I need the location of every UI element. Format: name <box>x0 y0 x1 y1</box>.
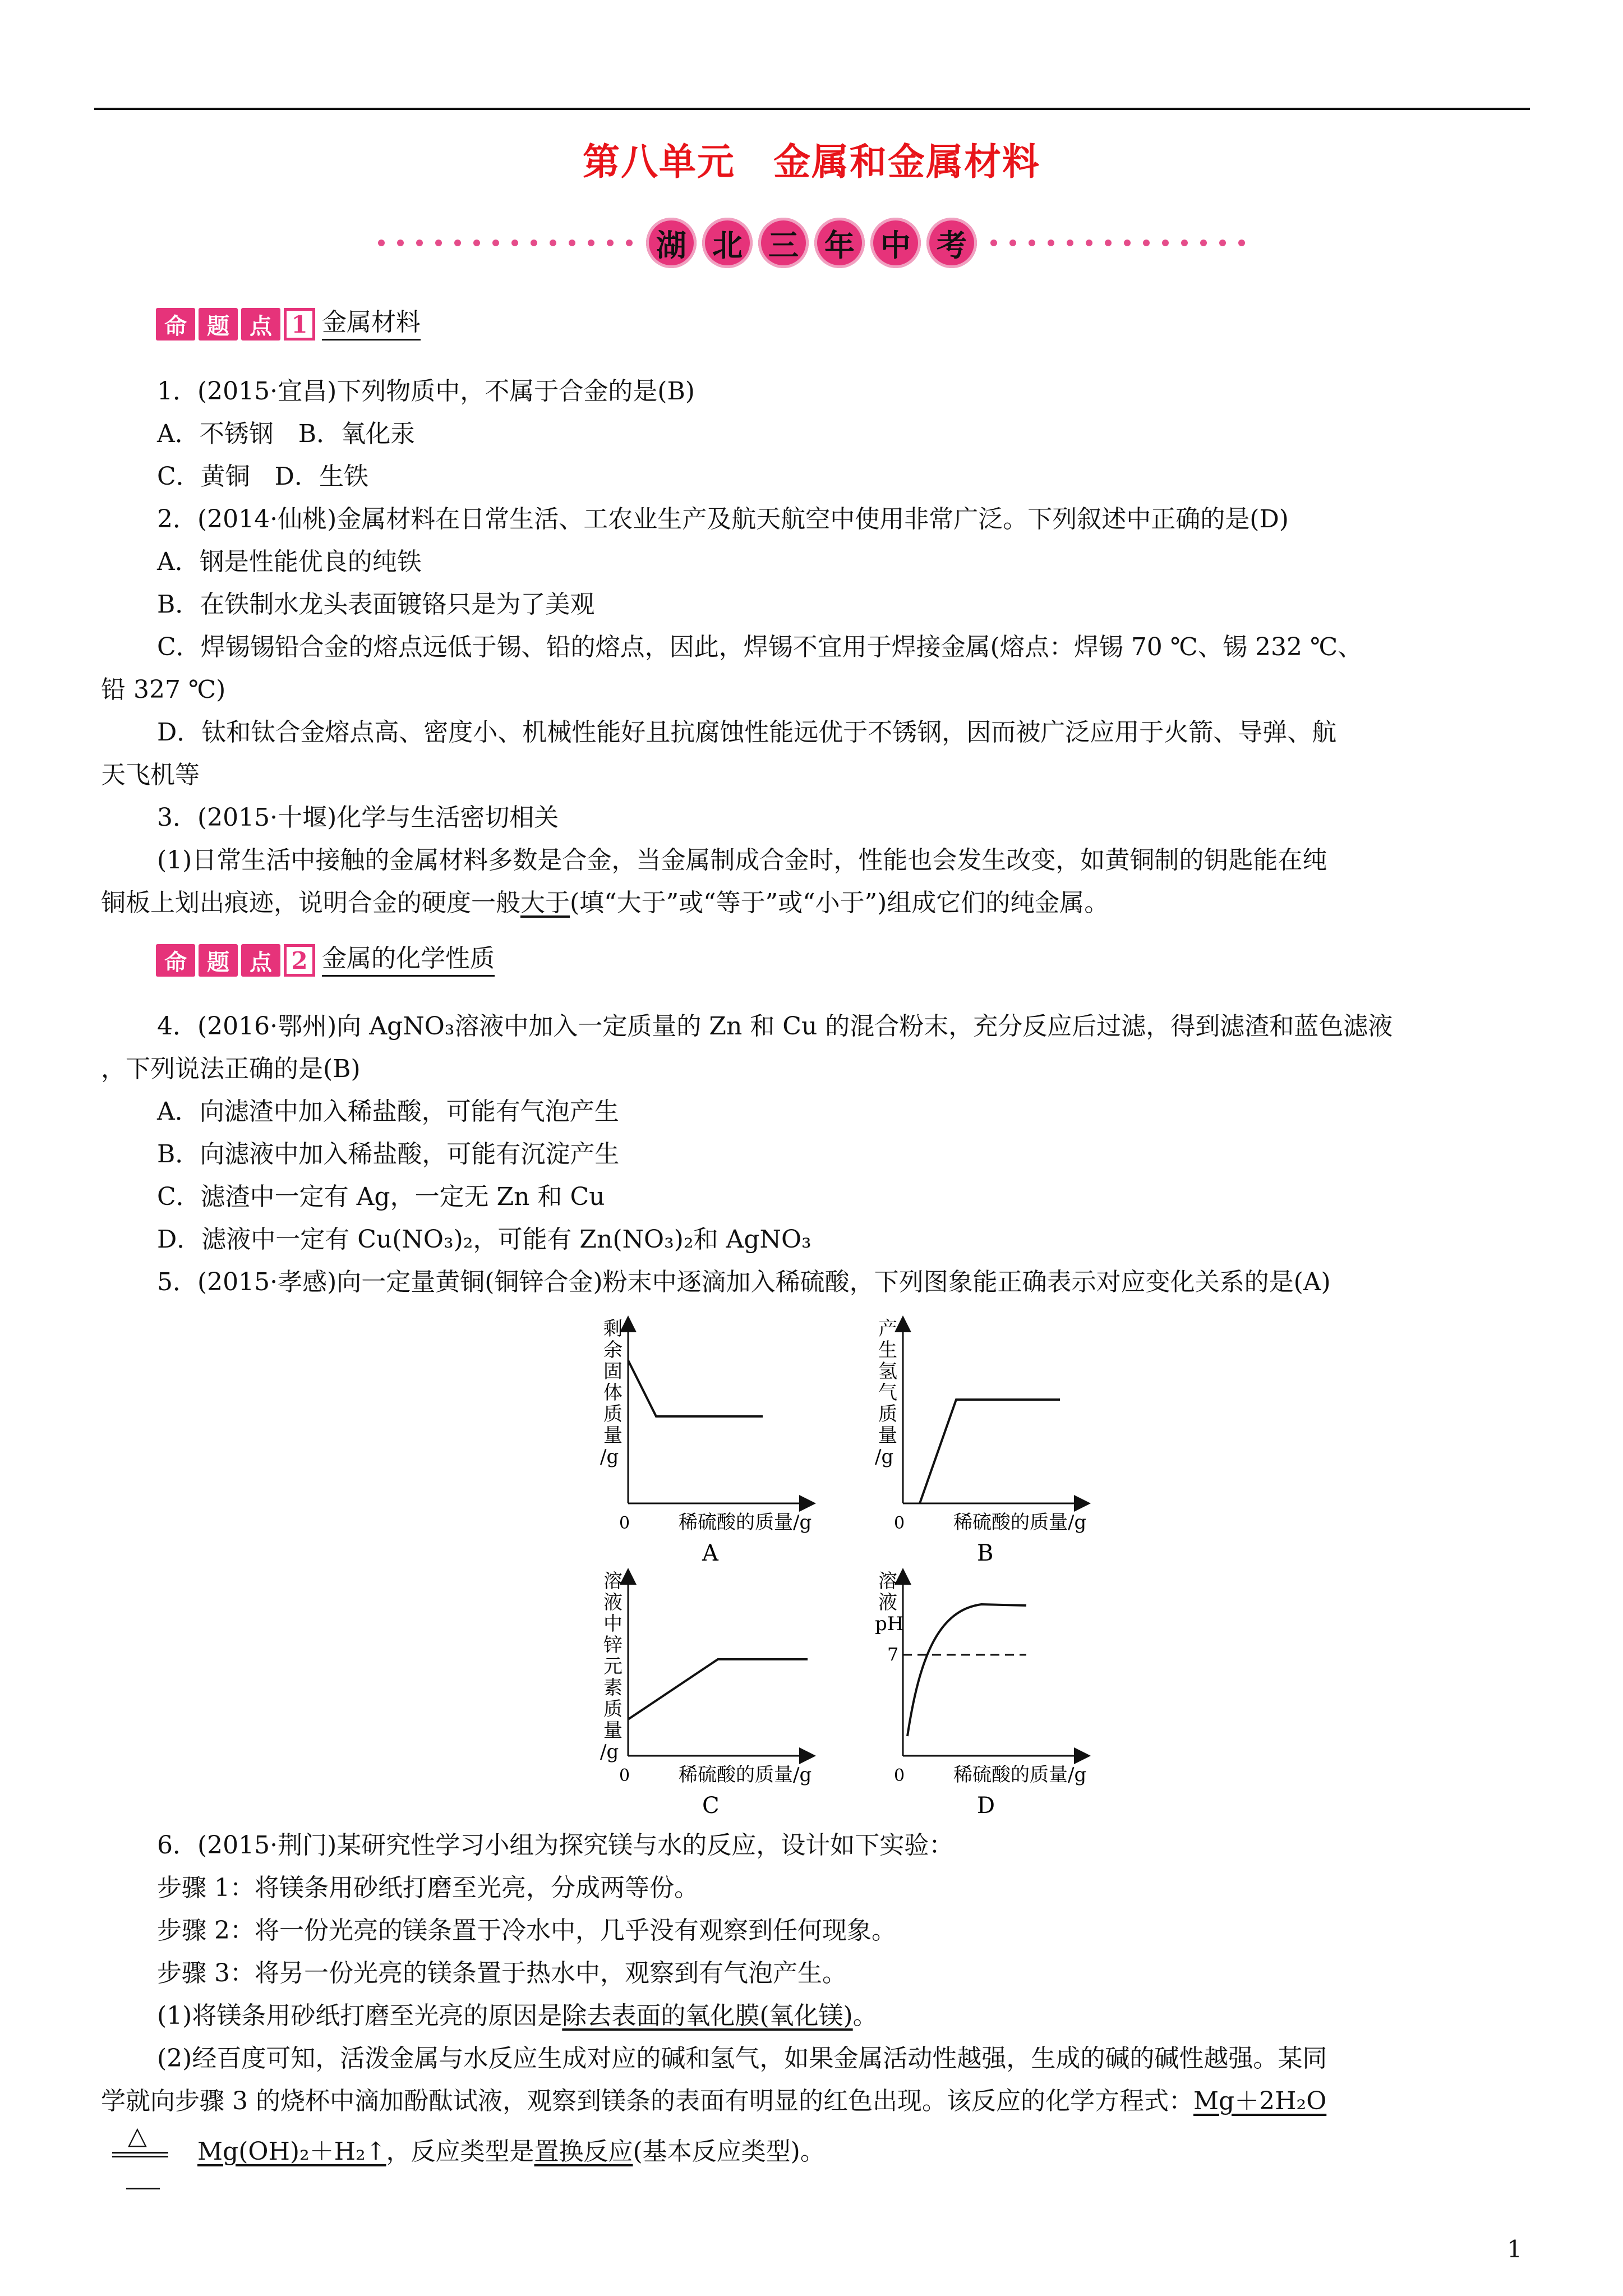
graph-a-origin: 0 <box>619 1513 630 1533</box>
q4-option-c: C．滤渣中一定有 Ag，一定无 Zn 和 Cu <box>157 1182 605 1211</box>
graph-b <box>875 1318 1086 1566</box>
q6-part2-line1: (2)经百度可知，活泼金属与水反应生成对应的碱和氢气，如果金属活动性越强，生成的碱的碱性越强。某同 <box>157 2044 1327 2073</box>
graph-d-curve <box>907 1604 1026 1736</box>
ylabel-char: 锌 <box>603 1634 623 1657</box>
ylabel-char: 氢 <box>878 1360 897 1383</box>
q3-part1-line2: 铜板上划出痕迹，说明合金的硬度一般大于(填“大于”或“等于”或“小于”)组成它们的纯金属。 <box>101 889 1109 917</box>
ylabel-char: 液 <box>878 1591 897 1614</box>
graph-a-xlabel: 稀硫酸的质量/g <box>679 1511 812 1534</box>
ylabel-char: 质 <box>878 1403 897 1425</box>
q6-step-1: 步骤 1：将镁条用砂纸打磨至光亮，分成两等份。 <box>157 1874 699 1902</box>
banner-title <box>646 218 977 268</box>
graphs-figure <box>572 1313 1133 1818</box>
graph-d-origin: 0 <box>894 1766 905 1786</box>
answer: 除去表面的氧化膜(氧化镁) <box>562 2001 853 2030</box>
question-2: 2．(2014·仙桃)金属材料在日常生活、工农业生产及航天航空中使用非常广泛。下列叙述中正确的是(D) <box>157 505 1289 533</box>
graph-d-ylabel <box>875 1570 903 1635</box>
q4-option-a: A．向滤渣中加入稀盐酸，可能有气泡产生 <box>157 1097 619 1126</box>
q6-step-2: 步骤 2：将一份光亮的镁条置于冷水中，几乎没有观察到任何现象。 <box>157 1916 896 1945</box>
graph-a-line <box>628 1360 763 1416</box>
ylabel-char: 量 <box>878 1424 897 1447</box>
ylabel-char: /g <box>875 1446 894 1468</box>
page-number: 1 <box>1507 2235 1522 2263</box>
section-topic: 金属的化学性质 <box>322 938 495 977</box>
ylabel-char: 质 <box>603 1698 623 1720</box>
page-title: 第八单元 金属和金属材料 <box>583 140 1040 183</box>
graph-c <box>600 1570 811 1818</box>
q2-option-c-line1: C．焊锡锡铅合金的熔点远低于锡、铅的熔点，因此，焊锡不宜用于焊接金属(熔点：焊锡 70 ℃、锡 232 ℃、 <box>157 633 1363 661</box>
graph-a <box>600 1318 811 1566</box>
banner-char: 北 <box>702 218 753 268</box>
graph-a-ylabel <box>600 1318 623 1468</box>
ylabel-char: 质 <box>603 1403 623 1425</box>
question-4-line2: ，下列说法正确的是(B) <box>101 1055 361 1083</box>
ylabel-char: 溶 <box>603 1570 623 1593</box>
top-rule <box>94 108 1530 110</box>
question-5: 5．(2015·孝感)向一定量黄铜(铜锌合金)粉末中逐滴加入稀硫酸，下列图象能正确表示对应变化关系的是(A) <box>157 1268 1331 1296</box>
graph-a-letter: A <box>702 1540 718 1566</box>
q2-option-a: A．钢是性能优良的纯铁 <box>157 547 422 576</box>
answer: 置换反应 <box>534 2137 633 2166</box>
section-tag-2: 命 题 点 2 金属的化学性质 <box>156 938 495 977</box>
q2-option-d-line1: D．钛和钛合金熔点高、密度小、机械性能好且抗腐蚀性能远优于不锈钢，因而被广泛应用于火箭、导弹、航 <box>157 718 1337 747</box>
section-tag-1: 命 题 点 1 金属材料 <box>156 302 421 341</box>
ylabel-char: 中 <box>603 1613 623 1635</box>
graph-c-ylabel <box>600 1570 623 1763</box>
ylabel-char: 元 <box>603 1655 623 1678</box>
graph-c-xlabel: 稀硫酸的质量/g <box>679 1764 812 1786</box>
ylabel-char: 量 <box>603 1424 623 1447</box>
q6-part2-line2: 学就向步骤 3 的烧杯中滴加酚酞试液，观察到镁条的表面有明显的红色出现。该反应的化学方程式：Mg＋2H₂O <box>101 2087 1327 2115</box>
banner-dots-right <box>990 240 1245 246</box>
banner-char: 湖 <box>646 218 697 268</box>
q6-step-3: 步骤 3：将另一份光亮的镁条置于热水中，观察到有气泡产生。 <box>157 1959 847 1987</box>
ylabel-char: /g <box>600 1446 619 1468</box>
ylabel-char: pH <box>875 1613 904 1635</box>
graph-d-xlabel: 稀硫酸的质量/g <box>953 1764 1087 1786</box>
answer: 大于 <box>520 889 570 917</box>
ylabel-char: 剩 <box>603 1318 623 1340</box>
q6-part2-line3: Mg(OH)₂＋H₂↑，反应类型是置换反应(基本反应类型)。 <box>197 2137 825 2166</box>
ylabel-char: 产 <box>878 1318 897 1340</box>
graph-c-line <box>628 1659 808 1719</box>
ylabel-char: 生 <box>878 1339 897 1361</box>
graph-b-xlabel: 稀硫酸的质量/g <box>953 1511 1087 1534</box>
graph-b-line <box>920 1400 1060 1503</box>
graph-d-letter: D <box>977 1793 995 1818</box>
q2-option-d-line2: 天飞机等 <box>101 761 200 789</box>
equation-right: Mg(OH)₂＋H₂↑ <box>197 2137 386 2166</box>
graph-b-letter: B <box>977 1540 994 1566</box>
graph-c-origin: 0 <box>619 1766 630 1786</box>
section-topic: 金属材料 <box>322 302 421 341</box>
heat-condition-icon: △ <box>128 2122 147 2150</box>
question-3: 3．(2015·十堰)化学与生活密切相关 <box>157 803 559 832</box>
banner-char: 三 <box>758 218 809 268</box>
q4-option-b: B．向滤液中加入稀盐酸，可能有沉淀产生 <box>157 1140 620 1168</box>
q2-option-b: B．在铁制水龙头表面镀铬只是为了美观 <box>157 590 595 619</box>
banner-char: 年 <box>814 218 865 268</box>
question-4-line1: 4．(2016·鄂州)向 AgNO₃溶液中加入一定质量的 Zn 和 Cu 的混合粉末，充分反应后过滤，得到滤渣和蓝色滤液 <box>157 1012 1393 1041</box>
section-number: 1 <box>284 308 315 341</box>
equation-left: Mg＋2H₂O <box>1193 2087 1327 2115</box>
q1-options-ab: A．不锈钢 B．氧化汞 <box>157 420 416 448</box>
ylabel-char: /g <box>600 1741 619 1763</box>
graph-b-origin: 0 <box>894 1513 905 1533</box>
graph-d-seven: 7 <box>887 1644 899 1665</box>
q4-option-d: D．滤液中一定有 Cu(NO₃)₂，可能有 Zn(NO₃)₂和 AgNO₃ <box>157 1225 811 1254</box>
graph-b-ylabel <box>875 1318 897 1468</box>
equals-sign <box>112 2152 168 2157</box>
q2-option-c-line2: 铅 327 ℃) <box>101 675 226 704</box>
q3-part1-line1: (1)日常生活中接触的金属材料多数是合金，当金属制成合金时，性能也会发生改变，如黄铜制的钥匙能在纯 <box>157 846 1327 875</box>
banner-char: 中 <box>870 218 921 268</box>
section-number: 2 <box>284 944 315 977</box>
banner-dots-left <box>378 240 633 246</box>
question-1: 1．(2015·宜昌)下列物质中，不属于合金的是(B) <box>157 377 695 406</box>
banner-char: 考 <box>926 218 977 268</box>
ylabel-char: 余 <box>603 1339 623 1361</box>
graph-c-letter: C <box>702 1793 720 1818</box>
ylabel-char: 溶 <box>878 1570 897 1593</box>
banner <box>0 212 1623 274</box>
q1-options-cd: C．黄铜 D．生铁 <box>157 462 368 491</box>
ylabel-char: 气 <box>878 1382 897 1404</box>
graph-d <box>875 1570 1086 1818</box>
ylabel-char: 固 <box>603 1360 623 1383</box>
q6-part1: (1)将镁条用砂纸打磨至光亮的原因是除去表面的氧化膜(氧化镁)。 <box>157 2001 878 2030</box>
ylabel-char: 量 <box>603 1719 623 1742</box>
ylabel-char: 素 <box>603 1677 623 1699</box>
question-6: 6．(2015·荆门)某研究性学习小组为探究镁与水的反应，设计如下实验： <box>157 1831 954 1860</box>
ylabel-char: 液 <box>603 1591 623 1614</box>
underline-mark <box>126 2188 160 2189</box>
ylabel-char: 体 <box>603 1382 623 1404</box>
